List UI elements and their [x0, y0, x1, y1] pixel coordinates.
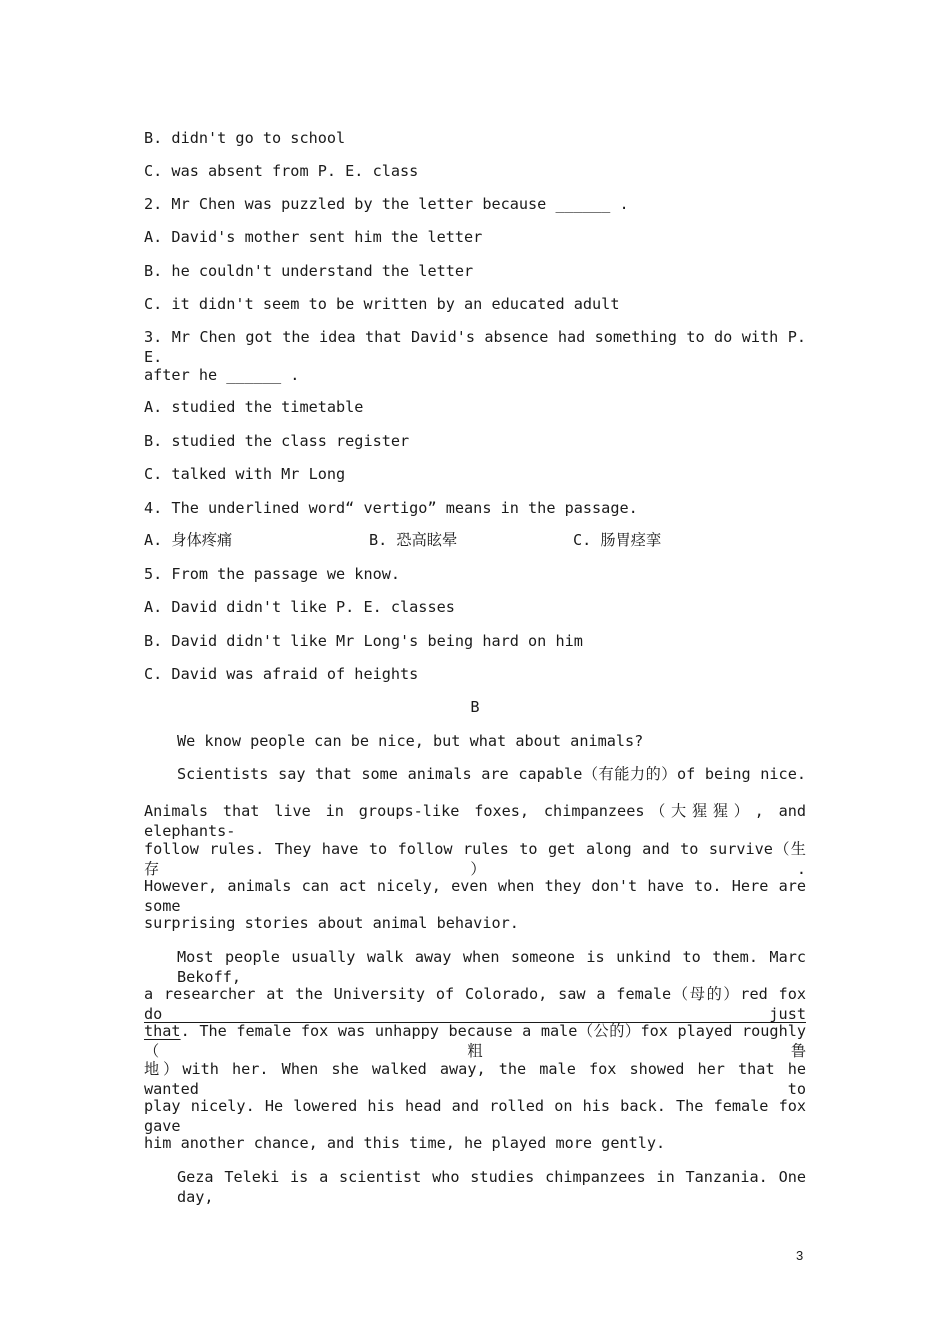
q5-option-a: A. David didn't like P. E. classes	[144, 598, 455, 616]
passage-p4-line1: Geza Teleki is a scientist who studies chimpanzees in Tanzania. One day,	[177, 1168, 806, 1206]
q2-option-b: B. he couldn't understand the letter	[144, 262, 474, 280]
passage-p3-line4: 地）with her. When she walked away, the male fox showed her that he wanted to	[144, 1060, 806, 1098]
q3-stem-line1: 3. Mr Chen got the idea that David's absence had something to do with P. E.	[144, 328, 806, 366]
passage-p3-line1: Most people usually walk away when someone is unkind to them. Marc Bekoff,	[177, 948, 806, 986]
passage-p3-line2	[144, 984, 806, 1024]
q2-option-c: C. it didn't seem to be written by an educated adult	[144, 295, 620, 313]
page-number: 3	[796, 1248, 804, 1263]
q4-option-a: A. 身体疼痛	[144, 531, 233, 549]
passage-p3-line6: him another chance, and this time, he played more gently.	[144, 1134, 666, 1152]
passage-p2-line3: follow rules. They have to follow rules to get along and to survive（生存）.	[144, 840, 806, 878]
q5-option-b: B. David didn't like Mr Long's being hard on him	[144, 632, 583, 650]
passage-p2-line2: Animals that live in groups-like foxes, chimpanzees（大猩猩）, and elephants-	[144, 802, 806, 840]
section-b-heading: B	[470, 698, 480, 716]
passage-p2-line5: surprising stories about animal behavior.	[144, 914, 519, 932]
q4-option-b: B. 恐高眩晕	[369, 531, 458, 549]
passage-text: a researcher at the University of Colorado, saw a female（母的）red fox	[144, 985, 806, 1003]
q3-option-c: C. talked with Mr Long	[144, 465, 346, 483]
underlined-phrase: do just	[144, 1005, 806, 1023]
passage-paragraph-1: We know people can be nice, but what about animals?	[177, 732, 644, 750]
q3-option-a: A. studied the timetable	[144, 398, 364, 416]
q4-stem: 4. The underlined word“ vertigo” means in the passage.	[144, 499, 638, 517]
passage-p2-line4: However, animals can act nicely, even when they don't have to. Here are some	[144, 877, 806, 915]
passage-text: . The female fox was unhappy because a male（公的）fox played roughly（粗鲁	[144, 1022, 806, 1060]
passage-p3-line5: play nicely. He lowered his head and rolled on his back. The female fox gave	[144, 1097, 806, 1135]
q3-option-b: B. studied the class register	[144, 432, 410, 450]
q5-stem: 5. From the passage we know.	[144, 565, 401, 583]
q4-option-c: C. 肠胃痉挛	[573, 531, 662, 549]
q5-option-c: C. David was afraid of heights	[144, 665, 419, 683]
underlined-phrase-end: that	[144, 1022, 181, 1040]
q1-option-c: C. was absent from P. E. class	[144, 162, 419, 180]
q3-stem-line2: after he ______ .	[144, 366, 300, 384]
q1-option-b: B. didn't go to school	[144, 129, 346, 147]
q2-option-a: A. David's mother sent him the letter	[144, 228, 483, 246]
passage-p2-line1: Scientists say that some animals are capable（有能力的）of being nice.	[177, 765, 806, 783]
passage-p3-line3	[144, 1021, 806, 1061]
q2-stem: 2. Mr Chen was puzzled by the letter because ______ .	[144, 195, 629, 213]
